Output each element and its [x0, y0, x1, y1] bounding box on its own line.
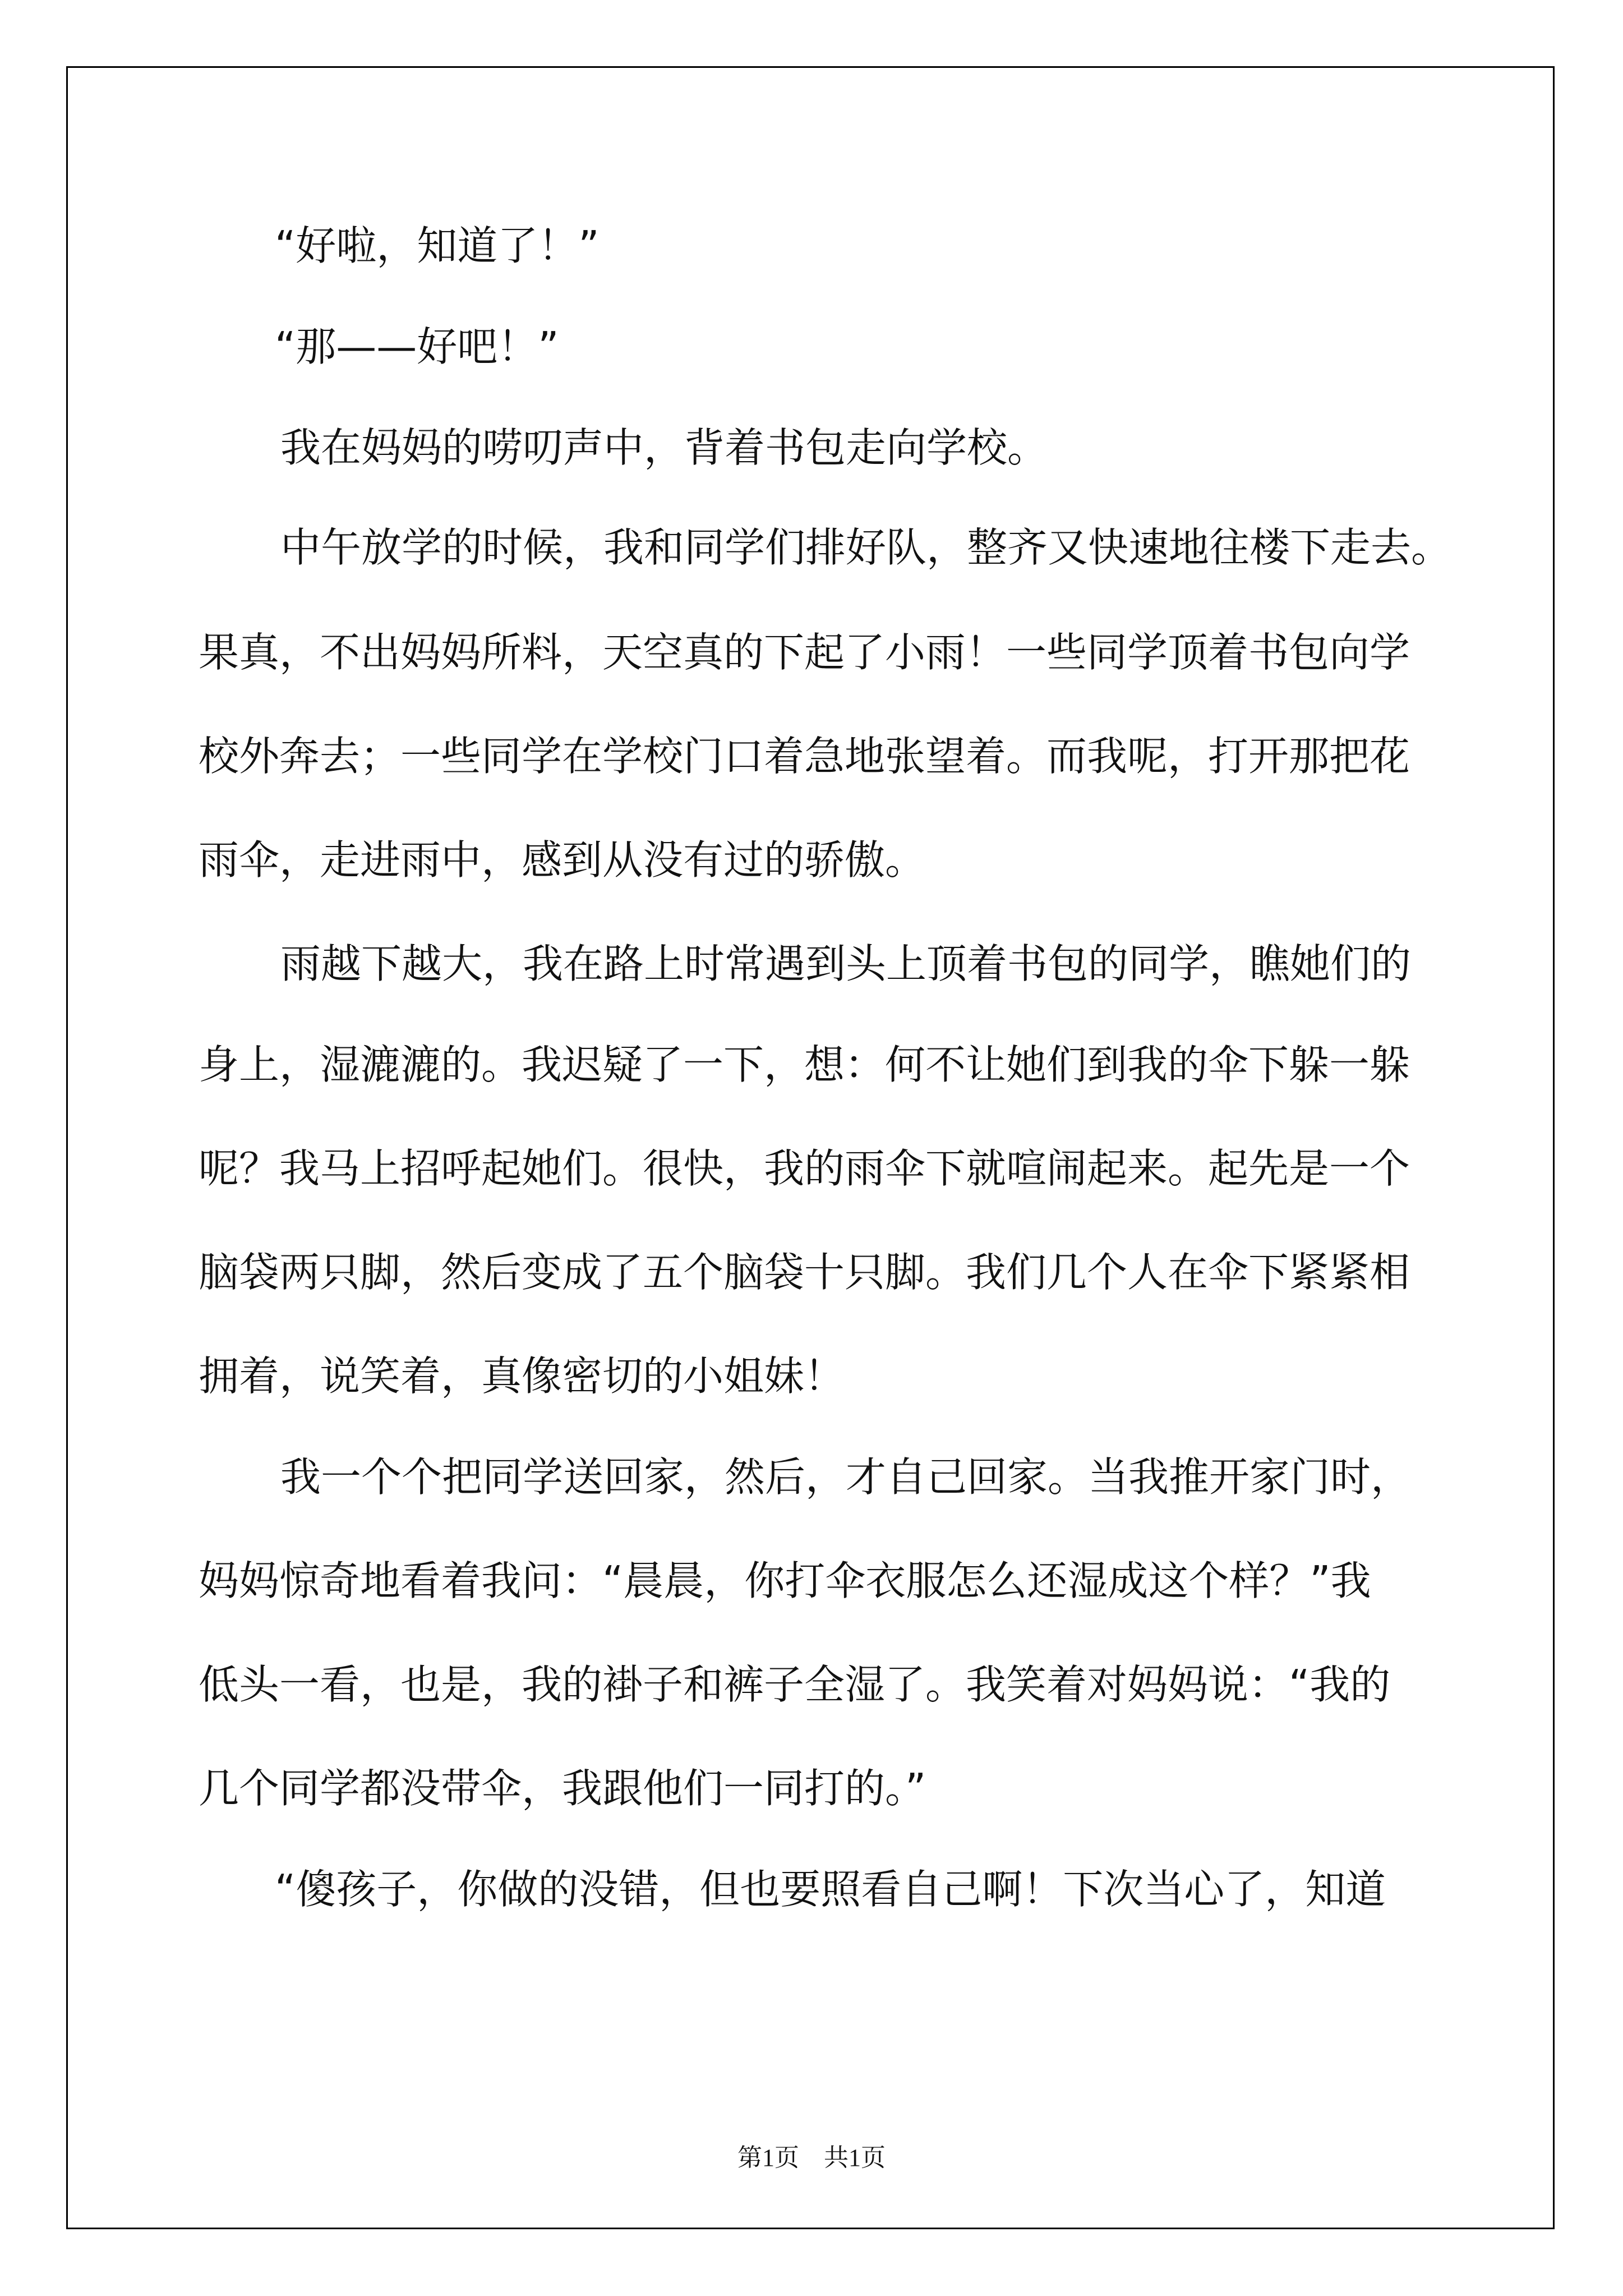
text-line: 拥着，说笑着，真像密切的小姐妹！	[199, 1352, 845, 1400]
text-line: 果真，不出妈妈所料，天空真的下起了小雨！一些同学顶着书包向学	[199, 629, 1410, 676]
text-line: 我一个个把同学送回家，然后，才自己回家。当我推开家门时，	[280, 1453, 1412, 1501]
text-line: 低头一看，也是，我的褂子和裤子全湿了。我笑着对妈妈说：“我的	[199, 1661, 1391, 1708]
text-line: 我在妈妈的唠叨声中，背着书包走向学校。	[280, 424, 1048, 471]
page-total: 共1页	[824, 2144, 886, 2171]
text-line: 几个同学都没带伞，我跟他们一同打的。”	[199, 1765, 926, 1812]
text-line: “那——好吧！”	[275, 323, 559, 370]
text-line: “傻孩子，你做的没错，但也要照看自己啊！下次当心了，知道	[275, 1866, 1386, 1913]
page-footer	[0, 2137, 1623, 2173]
text-line: “好啦，知道了！”	[275, 222, 600, 269]
text-line: 妈妈惊奇地看着我问：“晨晨，你打伞衣服怎么还湿成这个样？”我	[199, 1557, 1371, 1604]
text-line: 身上，湿漉漉的。我迟疑了一下，想：何不让她们到我的伞下躲一躲	[199, 1041, 1410, 1088]
text-line: 中午放学的时候，我和同学们排好队，整齐又快速地往楼下走去。	[280, 524, 1452, 571]
text-line: 呢？我马上招呼起她们。很快，我的雨伞下就喧闹起来。起先是一个	[199, 1145, 1410, 1192]
text-line: 雨越下越大，我在路上时常遇到头上顶着书包的同学，瞧她们的	[280, 940, 1412, 987]
text-line: 脑袋两只脚，然后变成了五个脑袋十只脚。我们几个人在伞下紧紧相	[199, 1249, 1410, 1296]
text-line: 雨伞，走进雨中，感到从没有过的骄傲。	[199, 836, 926, 884]
text-line: 校外奔去；一些同学在学校门口着急地张望着。而我呢，打开那把花	[199, 733, 1410, 780]
page-number: 第1页	[737, 2144, 799, 2171]
